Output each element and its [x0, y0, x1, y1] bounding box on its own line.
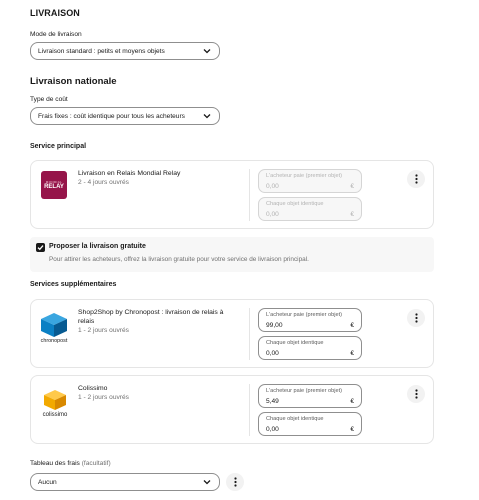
extra-service-card-colissimo [30, 375, 434, 444]
more-vertical-icon [415, 313, 418, 323]
free-shipping-description: Pour attirer les acheteurs, offrez la livraison gratuite pour votre service de livraison principal. [49, 256, 309, 263]
colissimo-delay: 1 - 2 jours ouvrés [78, 394, 129, 401]
free-shipping-checkbox[interactable] [36, 243, 45, 252]
page-title: LIVRAISON [30, 8, 80, 18]
free-shipping-label: Proposer la livraison gratuite [49, 243, 146, 250]
more-vertical-icon [415, 174, 418, 184]
mondial-relay-logo: MONDIAL RELAY [41, 171, 67, 199]
main-each-item-field[interactable]: Chaque objet identique 0,00 € [258, 197, 362, 221]
chronopost-buyer-pays-field[interactable]: L'acheteur paie (premier objet) 99,00 € [258, 308, 362, 332]
cost-type-label: Type de coût [30, 96, 68, 103]
colissimo-name: Colissimo [78, 385, 108, 392]
delivery-mode-value: Livraison standard : petits et moyens objets [38, 47, 165, 55]
colissimo-each-item-field[interactable]: Chaque objet identique 0,00 € [258, 412, 362, 436]
fees-table-menu-button[interactable] [226, 473, 244, 491]
more-vertical-icon [415, 389, 418, 399]
delivery-mode-select[interactable] [30, 42, 220, 60]
colissimo-buyer-pays-field[interactable]: L'acheteur paie (premier objet) 5,49 € [258, 384, 362, 408]
chronopost-name-line2: relais [78, 318, 95, 325]
chronopost-each-item-field[interactable]: Chaque objet identique 0,00 € [258, 336, 362, 360]
main-buyer-pays-field[interactable]: L'acheteur paie (premier objet) 0,00 € [258, 169, 362, 193]
chronopost-menu-button[interactable] [407, 309, 425, 327]
fees-table-select[interactable] [30, 473, 220, 491]
main-service-delay: 2 - 4 jours ouvrés [78, 179, 129, 186]
main-service-name: Livraison en Relais Mondial Relay [78, 170, 181, 177]
main-service-card [30, 160, 434, 229]
extra-service-card-chronopost [30, 299, 434, 368]
more-vertical-icon [234, 477, 237, 487]
delivery-mode-label: Mode de livraison [30, 31, 82, 38]
colissimo-menu-button[interactable] [407, 385, 425, 403]
fees-table-label: Tableau des frais (facultatif) [30, 460, 111, 467]
colissimo-logo: colissimo [39, 387, 71, 421]
cost-type-value: Frais fixes : coût identique pour tous les acheteurs [38, 112, 185, 120]
chevron-down-icon [203, 48, 211, 54]
chevron-down-icon [203, 113, 211, 119]
chronopost-logo: chronopost [39, 312, 69, 346]
check-icon [37, 244, 44, 251]
national-title: Livraison nationale [30, 76, 117, 87]
free-shipping-box [30, 237, 434, 272]
chronopost-name-line1: Shop2Shop by Chronopost : livraison de relais à [78, 309, 224, 316]
chronopost-delay: 1 - 2 jours ouvrés [78, 327, 129, 334]
fees-table-value: Aucun [38, 478, 57, 486]
chevron-down-icon [203, 479, 211, 485]
main-service-menu-button[interactable] [407, 170, 425, 188]
cost-type-select[interactable] [30, 107, 220, 125]
extra-services-title: Services supplémentaires [30, 281, 117, 288]
main-service-title: Service principal [30, 143, 87, 150]
